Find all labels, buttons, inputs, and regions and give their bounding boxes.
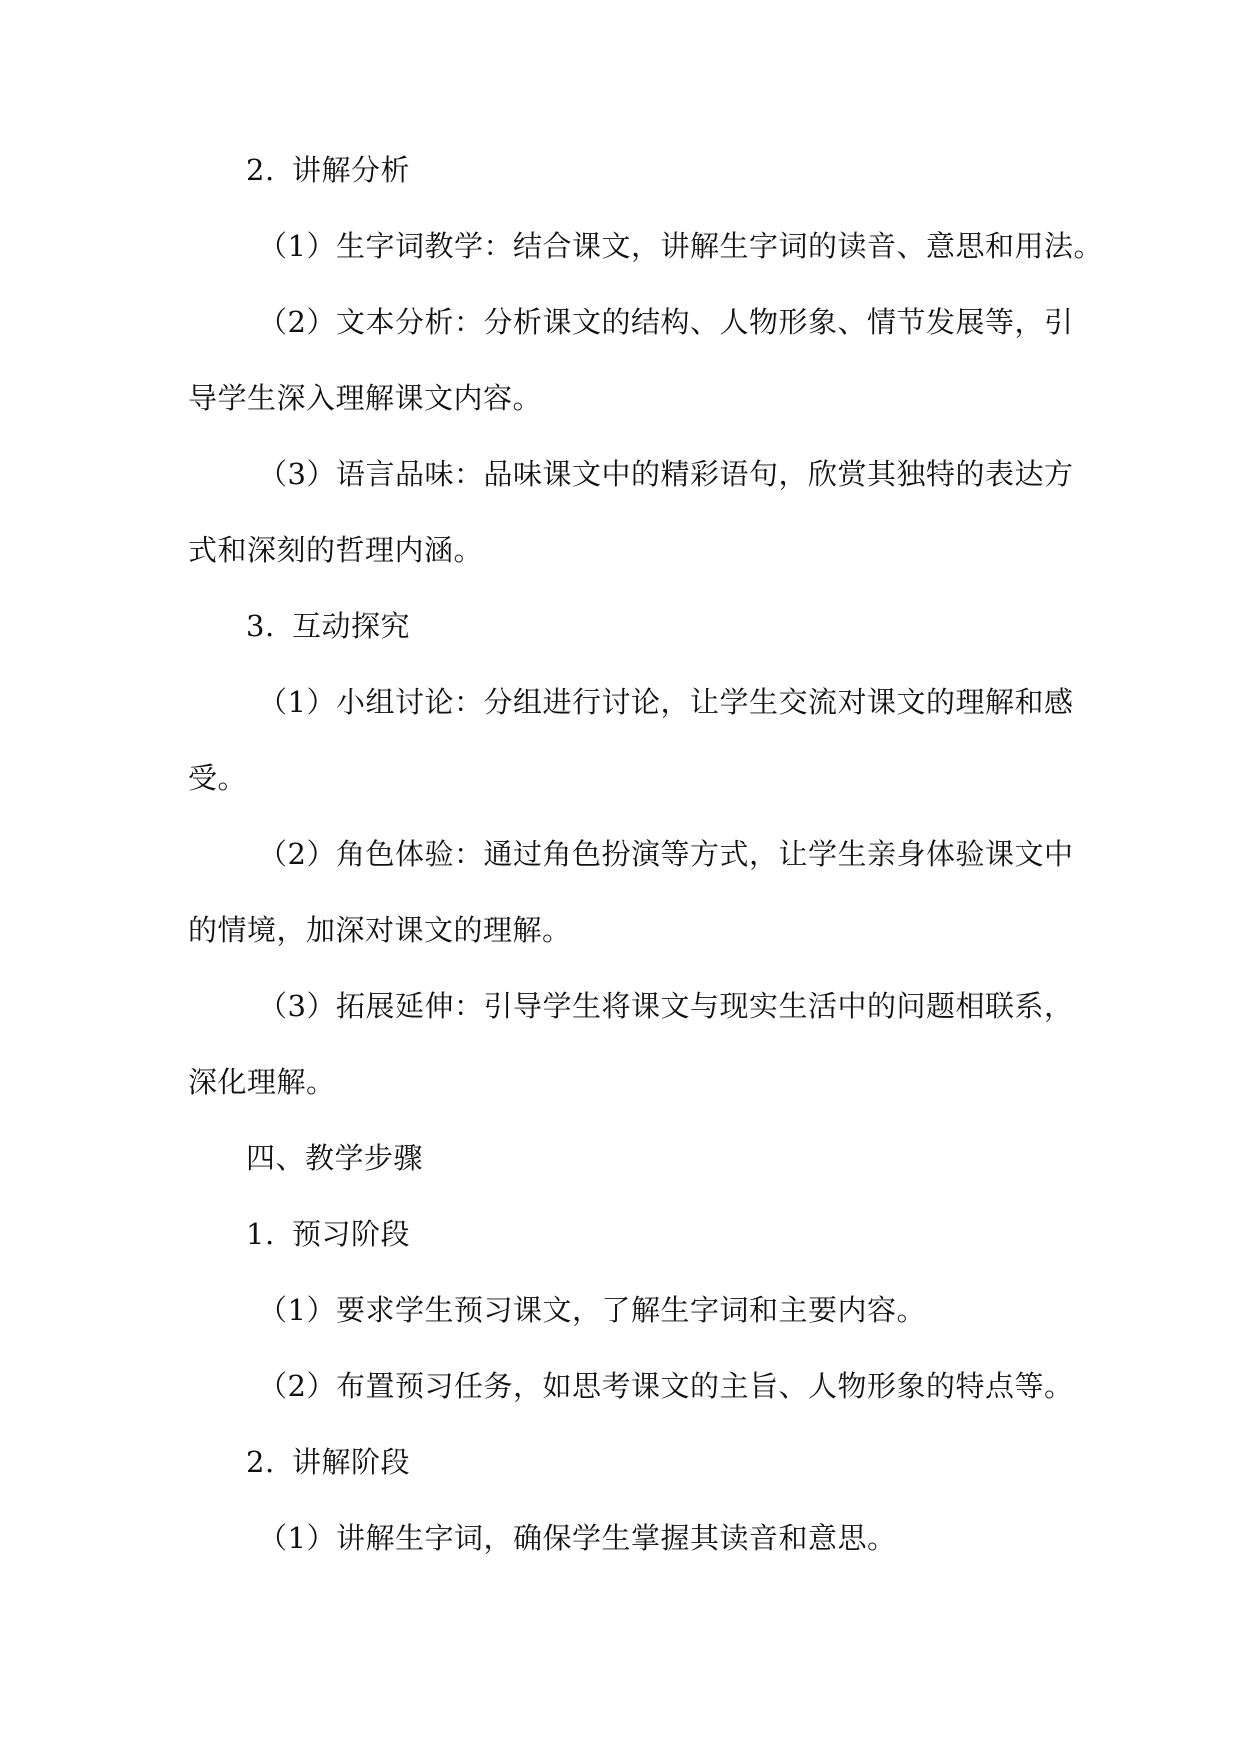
heading-preview-stage [246, 1214, 410, 1254]
paragraph-vocab-teaching: （1）生字词教学：结合课文，讲解生字词的读音、意思和用法。 [258, 229, 1103, 263]
heading-number: 2. [246, 153, 275, 187]
heading-text: 互动探究 [292, 609, 411, 643]
heading-lecture-stage [246, 1442, 410, 1482]
heading-interactive-inquiry [246, 606, 410, 646]
paragraph-role-play-line1: （2）角色体验：通过角色扮演等方式，让学生亲身体验课文中 [258, 837, 1074, 871]
paragraph-group-discussion-line2: 受。 [188, 761, 248, 795]
section-teaching-steps: 四、教学步骤 [246, 1141, 424, 1175]
paragraph-extension-line2: 深化理解。 [188, 1065, 336, 1099]
heading-text: 预习阶段 [292, 1217, 411, 1251]
heading-text: 讲解阶段 [292, 1445, 411, 1479]
paragraph-text-analysis-line2: 导学生深入理解课文内容。 [188, 381, 543, 415]
heading-text: 讲解分析 [292, 153, 411, 187]
heading-explain-analysis [246, 150, 410, 190]
paragraph-extension-line1: （3）拓展延伸：引导学生将课文与现实生活中的问题相联系， [258, 989, 1074, 1023]
heading-number: 2. [246, 1445, 275, 1479]
paragraph-language-line1: （3）语言品味：品味课文中的精彩语句，欣赏其独特的表达方 [258, 457, 1074, 491]
paragraph-lecture-1: （1）讲解生字词，确保学生掌握其读音和意思。 [258, 1521, 897, 1555]
paragraph-language-line2: 式和深刻的哲理内涵。 [188, 533, 484, 567]
paragraph-preview-2: （2）布置预习任务，如思考课文的主旨、人物形象的特点等。 [258, 1369, 1074, 1403]
paragraph-group-discussion-line1: （1）小组讨论：分组进行讨论，让学生交流对课文的理解和感 [258, 685, 1074, 719]
paragraph-text-analysis-line1: （2）文本分析：分析课文的结构、人物形象、情节发展等，引 [258, 305, 1074, 339]
heading-number: 1. [246, 1217, 275, 1251]
heading-number: 3. [246, 609, 275, 643]
paragraph-role-play-line2: 的情境，加深对课文的理解。 [188, 913, 572, 947]
paragraph-preview-1: （1）要求学生预习课文，了解生字词和主要内容。 [258, 1293, 926, 1327]
